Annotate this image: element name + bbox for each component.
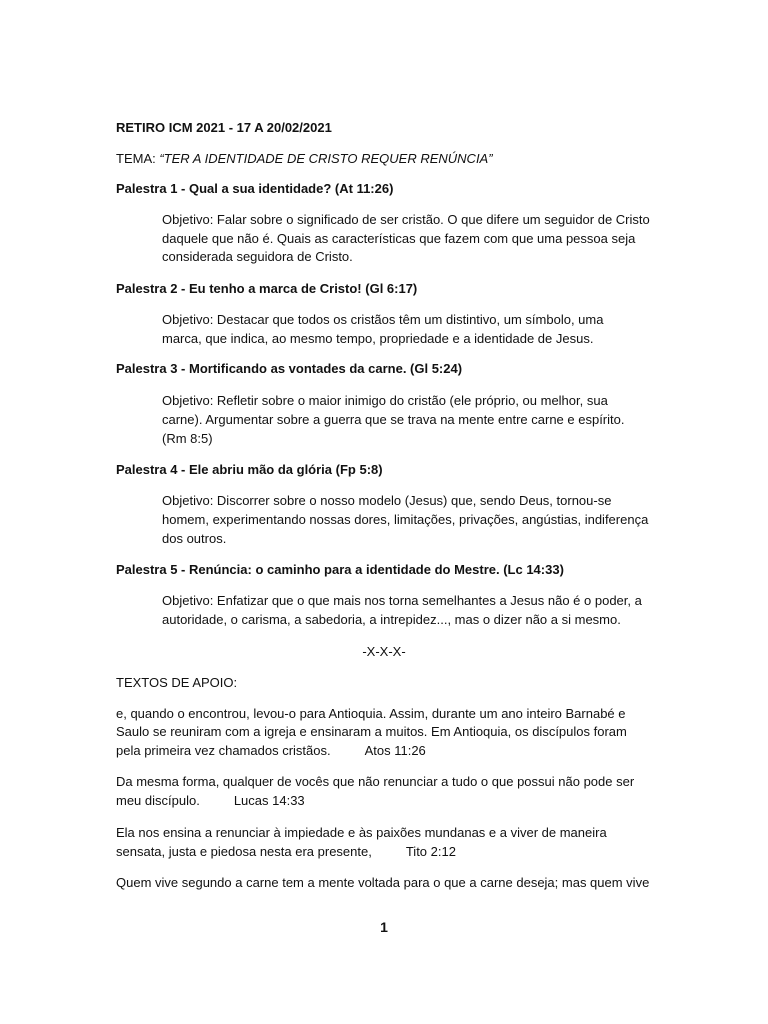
lecture-5-objective-line: autoridade, o carisma, a sabedoria, a intrepidez..., mas o dizer não a si mesmo. xyxy=(162,612,621,627)
support-passage-text: sensata, justa e piedosa nesta era presente, xyxy=(116,844,372,859)
lecture-3-objective-line: carne). Argumentar sobre a guerra que se trava na mente entre carne e espírito. xyxy=(162,412,625,427)
lecture-5-title: Palestra 5 - Renúncia: o caminho para a identidade do Mestre. (Lc 14:33) xyxy=(116,562,564,577)
lecture-4-objective-line: Objetivo: Discorrer sobre o nosso modelo (Jesus) que, sendo Deus, tornou-se xyxy=(162,493,612,508)
support-heading: TEXTOS DE APOIO: xyxy=(116,675,238,690)
support-passage-line: Ela nos ensina a renunciar à impiedade e às paixões mundanas e a viver de maneira xyxy=(116,825,607,840)
lecture-2-objective-line: Objetivo: Destacar que todos os cristãos têm um distintivo, um símbolo, uma xyxy=(162,312,604,327)
support-passage-text: pela primeira vez chamados cristãos. xyxy=(116,743,331,758)
support-passage-line xyxy=(116,792,305,810)
lecture-3-objective-line: Objetivo: Refletir sobre o maior inimigo do cristão (ele próprio, ou melhor, sua xyxy=(162,393,608,408)
support-passage-line xyxy=(116,843,456,861)
lecture-3-title: Palestra 3 - Mortificando as vontades da carne. (Gl 5:24) xyxy=(116,361,463,376)
lecture-4-objective-line: homem, experimentando nossas dores, limitações, privações, angústias, indiferença xyxy=(162,512,649,527)
support-passage-line: Da mesma forma, qualquer de vocês que não renunciar a tudo o que possui não pode ser xyxy=(116,774,635,789)
lecture-1-objective-line: daquele que não é. Quais as características que fazem com que uma pessoa seja xyxy=(162,231,636,246)
theme-line xyxy=(116,150,493,168)
lecture-2-title: Palestra 2 - Eu tenho a marca de Cristo! (Gl 6:17) xyxy=(116,281,418,296)
theme-label: TEMA: xyxy=(116,151,160,166)
page-number: 1 xyxy=(380,919,388,935)
section-separator: -X-X-X- xyxy=(362,644,406,659)
scripture-reference: Atos 11:26 xyxy=(364,743,426,758)
lecture-1-objective-line: considerada seguidora de Cristo. xyxy=(162,249,353,264)
scripture-reference: Lucas 14:33 xyxy=(233,793,305,808)
support-passage-line xyxy=(116,742,426,760)
lecture-2-objective-line: marca, que indica, ao mesmo tempo, propriedade e a identidade de Jesus. xyxy=(162,331,594,346)
support-passage-line: e, quando o encontrou, levou-o para Antioquia. Assim, durante um ano inteiro Barnabé e xyxy=(116,706,626,721)
support-passage-text: meu discípulo. xyxy=(116,793,200,808)
retreat-title: RETIRO ICM 2021 - 17 A 20/02/2021 xyxy=(116,120,332,135)
lecture-4-objective-line: dos outros. xyxy=(162,531,227,546)
theme-text: “TER A IDENTIDADE DE CRISTO REQUER RENÚNCIA” xyxy=(159,151,493,166)
lecture-4-title: Palestra 4 - Ele abriu mão da glória (Fp 5:8) xyxy=(116,462,383,477)
lecture-5-objective-line: Objetivo: Enfatizar que o que mais nos torna semelhantes a Jesus não é o poder, a xyxy=(162,593,642,608)
lecture-1-title: Palestra 1 - Qual a sua identidade? (At 11:26) xyxy=(116,181,394,196)
support-passage-line: Saulo se reuniram com a igreja e ensinaram a muitos. Em Antioquia, os discípulos foram xyxy=(116,724,627,739)
scripture-reference: Tito 2:12 xyxy=(405,844,456,859)
lecture-1-objective-line: Objetivo: Falar sobre o significado de ser cristão. O que difere um seguidor de Cristo xyxy=(162,212,650,227)
support-passage-line: Quem vive segundo a carne tem a mente voltada para o que a carne deseja; mas quem vive xyxy=(116,875,650,890)
lecture-3-objective-line: (Rm 8:5) xyxy=(162,431,213,446)
